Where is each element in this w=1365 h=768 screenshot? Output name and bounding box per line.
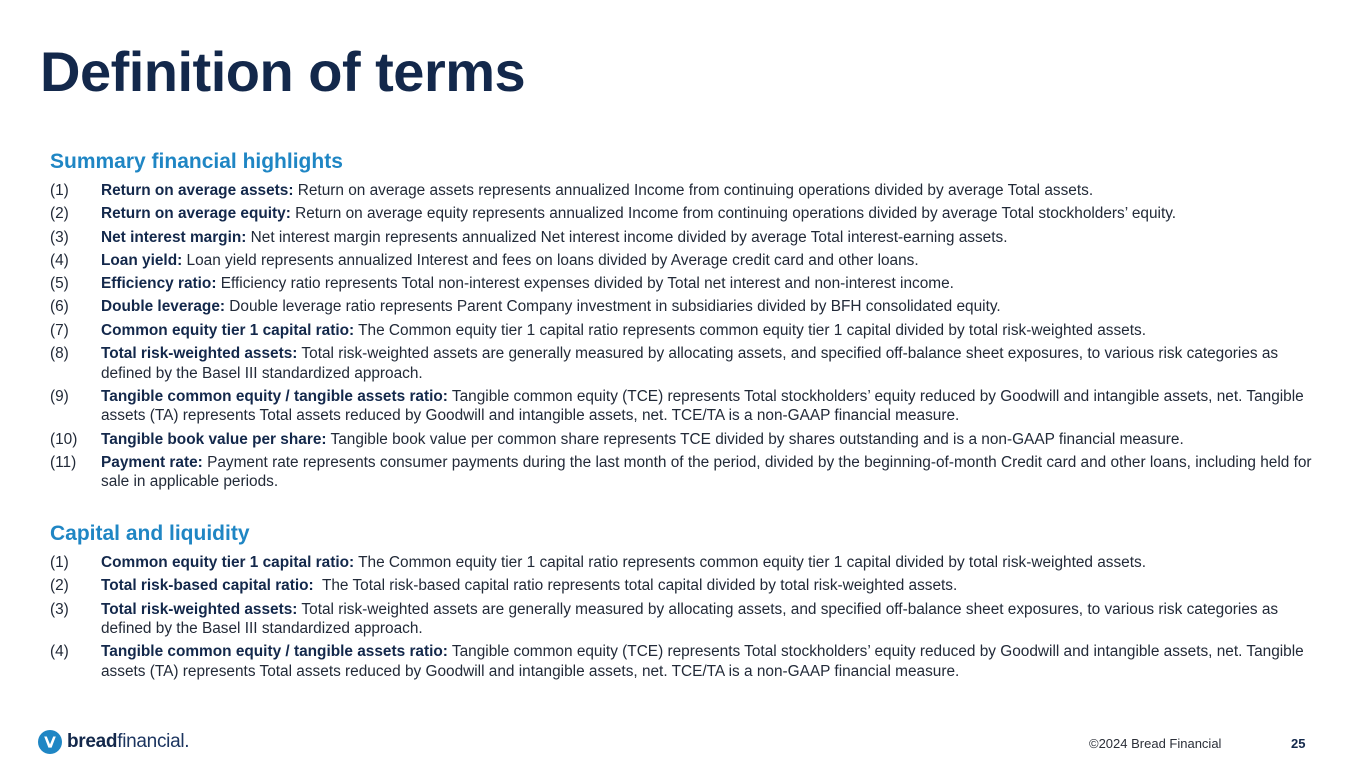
term-item [50,576,1330,596]
page-number: 25 [1291,736,1306,751]
term-definition: Tangible book value per common share represents TCE divided by shares outstanding and is a non-GAAP financial measure. [326,430,1184,448]
term-definition: Loan yield represents annualized Interest and fees on loans divided by Average credit card and other loans. [182,251,919,269]
term-number: (5) [50,275,69,293]
term-number: (4) [50,643,69,661]
term-definition: Tangible common equity (TCE) represents Total stockholders’ equity reduced by Goodwill and intangible assets, net. Tangible assets (TA) represents Total assets reduced by Goodwill and intangible assets, net. TCE/TA is a non-GAAP financial measure. [101,387,1304,425]
term-item [50,553,1330,573]
term-item [50,181,1330,201]
term-item [50,204,1330,224]
term-item [50,274,1330,294]
logo-wordmark-dot: . [184,731,190,752]
term-list [50,553,1330,681]
term-definition: Return on average equity represents annualized Income from continuing operations divided by average Total stockholders’ equity. [290,205,1177,223]
term-list [50,181,1330,492]
term-definition: Efficiency ratio represents Total non-interest expenses divided by Total net interest and non-interest income. [216,275,954,293]
term-definition: The Common equity tier 1 capital ratio represents common equity tier 1 capital divided by total risk-weighted assets. [354,554,1146,571]
term-label: Common equity tier 1 capital ratio: [101,321,355,339]
bread-financial-logo [38,729,189,755]
term-definition: Net interest margin represents annualized Net interest income divided by average Total interest-earning assets. [246,228,1008,246]
term-label: Total risk-based capital ratio: [101,577,314,595]
term-number: (3) [50,600,69,618]
term-number: (1) [50,182,69,199]
term-label: Tangible common equity / tangible assets ratio: [101,643,448,661]
term-number: (11) [50,453,77,471]
term-label: Payment rate: [101,453,203,471]
section-heading: Summary financial highlights [50,150,343,173]
term-label: Net interest margin: [101,228,247,246]
term-label: Total risk-weighted assets: [101,600,298,618]
term-item [50,228,1330,248]
term-label: Return on average assets: [101,182,294,199]
term-definition: Total risk-weighted assets are generally measured by allocating assets, and specified off-balance sheet exposures, to various risk categories as defined by the Basel III standardized approach. [101,345,1279,382]
term-number: (1) [50,554,69,571]
term-item [50,642,1330,681]
section-capital-and-liquidity [50,521,1330,685]
term-number: (7) [50,321,69,339]
term-number: (9) [50,387,69,405]
term-number: (6) [50,298,69,316]
bread-financial-logo-icon [38,730,62,754]
term-number: (10) [50,430,78,448]
section-summary-financial-highlights [50,149,1330,496]
term-item [50,344,1330,383]
logo-wordmark-bold: bread [67,731,118,752]
term-definition: Tangible common equity (TCE) represents Total stockholders’ equity reduced by Goodwill and intangible assets, net. Tangible assets (TA) represents Total assets reduced by Goodwill and intangible assets, net. TCE/TA is a non-GAAP financial measure. [101,643,1304,680]
term-item [50,297,1330,317]
term-definition: The Total risk-based capital ratio represents total capital divided by total risk-weighted assets. [313,577,958,595]
term-label: Efficiency ratio: [101,275,217,293]
term-label: Return on average equity: [101,205,291,223]
logo-wordmark-light: financial [117,731,185,752]
logo-wordmark [67,730,189,754]
term-item [50,600,1330,639]
term-item [50,430,1330,450]
term-definition: Total risk-weighted assets are generally measured by allocating assets, and specified off-balance sheet exposures, to various risk categories as defined by the Basel III standardized approach. [101,600,1279,638]
term-label: Tangible common equity / tangible assets ratio: [101,387,448,405]
term-item [50,321,1330,341]
term-definition: Payment rate represents consumer payments during the last month of the period, divided by the beginning-of-month Credit card and other loans, including held for sale in applicable periods. [101,453,1312,491]
term-definition: The Common equity tier 1 capital ratio represents common equity tier 1 capital divided by total risk-weighted assets. [354,321,1146,339]
page-title: Definition of terms [40,40,526,103]
copyright-notice: ©2024 Bread Financial [1089,736,1222,751]
term-definition: Double leverage ratio represents Parent Company investment in subsidiaries divided by BFH consolidated equity. [225,298,1001,316]
section-heading: Capital and liquidity [50,522,250,545]
term-number: (8) [50,345,69,363]
term-label: Common equity tier 1 capital ratio: [101,554,355,571]
term-label: Double leverage: [101,298,226,316]
term-label: Tangible book value per share: [101,430,327,448]
term-number: (2) [50,577,69,595]
term-label: Total risk-weighted assets: [101,345,298,363]
term-item [50,387,1330,426]
term-number: (3) [50,228,69,246]
term-label: Loan yield: [101,251,183,269]
term-item [50,251,1330,271]
term-number: (4) [50,251,69,269]
term-item [50,453,1330,492]
term-number: (2) [50,205,69,223]
term-definition: Return on average assets represents annualized Income from continuing operations divided by average Total assets. [293,182,1094,199]
